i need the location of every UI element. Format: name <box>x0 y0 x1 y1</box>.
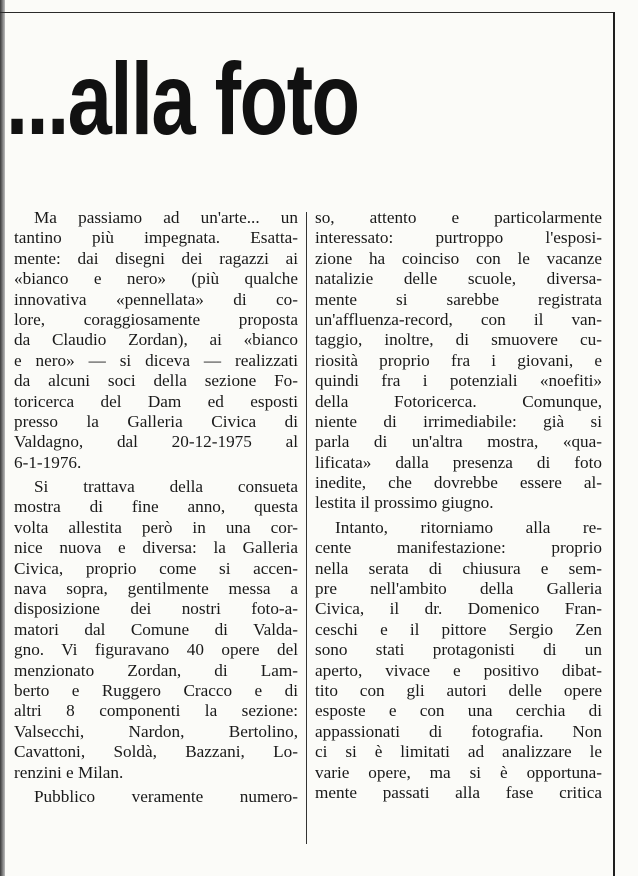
text-line: berto e Ruggero Cracco e di <box>14 680 298 700</box>
text-line: tito con gli autori delle opere <box>315 680 602 700</box>
text-line: menzionato Zordan, di Lam- <box>14 660 298 680</box>
text-line: sono stati protagonisti di un <box>315 640 602 660</box>
text-line: matori dal Comune di Valda- <box>14 619 298 639</box>
text-line: innovativa «pennellata» di co- <box>14 289 298 309</box>
text-line: esposte e con una cerchia di <box>315 701 602 721</box>
text-line: Valdagno, dal 20-12-1975 al <box>14 432 298 452</box>
text-line: «bianco e nero» (più qualche <box>14 269 298 289</box>
article-column-right <box>315 208 602 803</box>
text-line: Ma passiamo ad un'arte... un <box>34 208 298 227</box>
text-line: varie opere, ma si è opportuna- <box>315 762 602 782</box>
text-line: Intanto, ritorniamo alla re- <box>335 517 602 537</box>
text-line: cente manifestazione: proprio <box>315 538 602 558</box>
text-line: Valsecchi, Nardon, Bertolino, <box>14 721 298 741</box>
top-rule <box>0 12 615 13</box>
article-headline: ...alla foto <box>6 42 359 156</box>
text-line: ceschi e il pittore Sergio Zen <box>315 619 602 639</box>
text-line: taggio, inoltre, di smuovere cu- <box>315 330 602 350</box>
text-line: tantino più impegnata. Esatta- <box>14 228 298 248</box>
text-line: da alcuni soci della sezione Fo- <box>14 371 298 391</box>
text-line: mente: dai disegni dei ragazzi ai <box>14 248 298 268</box>
text-line: presso la Galleria Civica di <box>14 411 298 431</box>
text-line: lore, coraggiosamente proposta <box>14 309 298 329</box>
text-line: disposizione dei nostri foto-a- <box>14 599 298 619</box>
text-line: toricerca del Dam ed esposti <box>14 391 298 411</box>
text-line: interessato: purtroppo l'esposi- <box>315 228 602 248</box>
text-line: niente di irrimediabile: già si <box>315 411 602 431</box>
text-line: Si trattava della consueta <box>34 477 298 497</box>
text-line: so, attento e particolarmente <box>315 208 602 227</box>
text-line: aperto, vivace e positivo dibat- <box>315 660 602 680</box>
text-line: renzini e Milan. <box>14 762 124 782</box>
right-margin-rule <box>613 12 615 876</box>
text-line: lestita il prossimo giugno. <box>315 493 494 513</box>
page-scan-edge <box>0 0 5 876</box>
text-line: nella serata di chiusura e sem- <box>315 558 602 578</box>
text-line: natalizie delle scuole, diversa- <box>315 269 602 289</box>
text-line: e nero» — si diceva — realizzati <box>14 350 298 370</box>
text-line: mente passati alla fase critica <box>315 782 602 802</box>
text-line: quindi fra i potenziali «noefiti» <box>315 371 602 391</box>
text-line: lificata» dalla presenza di foto <box>315 452 602 472</box>
text-line: mostra di fine anno, questa <box>14 497 298 517</box>
column-divider <box>306 212 307 844</box>
article-column-left <box>14 208 298 807</box>
text-line: Civica, il dr. Domenico Fran- <box>315 599 602 619</box>
text-line: un'affluenza-record, con il van- <box>315 309 602 329</box>
text-line: pre nell'ambito della Galleria <box>315 579 602 599</box>
text-line: gno. Vi figuravano 40 opere del <box>14 640 298 660</box>
text-line: volta allestita però in una cor- <box>14 517 298 537</box>
text-line: Civica, proprio come si accen- <box>14 558 298 578</box>
text-line: appassionati di fotografia. Non <box>315 721 602 741</box>
text-line: inedite, che dovrebbe essere al- <box>315 473 602 493</box>
text-line: altri 8 componenti la sezione: <box>14 701 298 721</box>
text-line: della Fotoricerca. Comunque, <box>315 391 602 411</box>
text-line: Pubblico veramente numero- <box>34 786 298 806</box>
text-line: 6-1-1976. <box>14 452 82 472</box>
text-line: nava sopra, gentilmente messa a <box>14 579 298 599</box>
text-line: nice nuova e diversa: la Galleria <box>14 538 298 558</box>
text-line: riosità proprio fra i giovani, e <box>315 350 602 370</box>
text-line: zione ha coinciso con le vacanze <box>315 248 602 268</box>
text-line: da Claudio Zordan), ai «bianco <box>14 330 298 350</box>
text-line: ci si è limitati ad analizzare le <box>315 742 602 762</box>
text-line: parla di un'altra mostra, «qua- <box>315 432 602 452</box>
text-line: mente si sarebbe registrata <box>315 289 602 309</box>
text-line: Cavattoni, Soldà, Bazzani, Lo- <box>14 742 298 762</box>
